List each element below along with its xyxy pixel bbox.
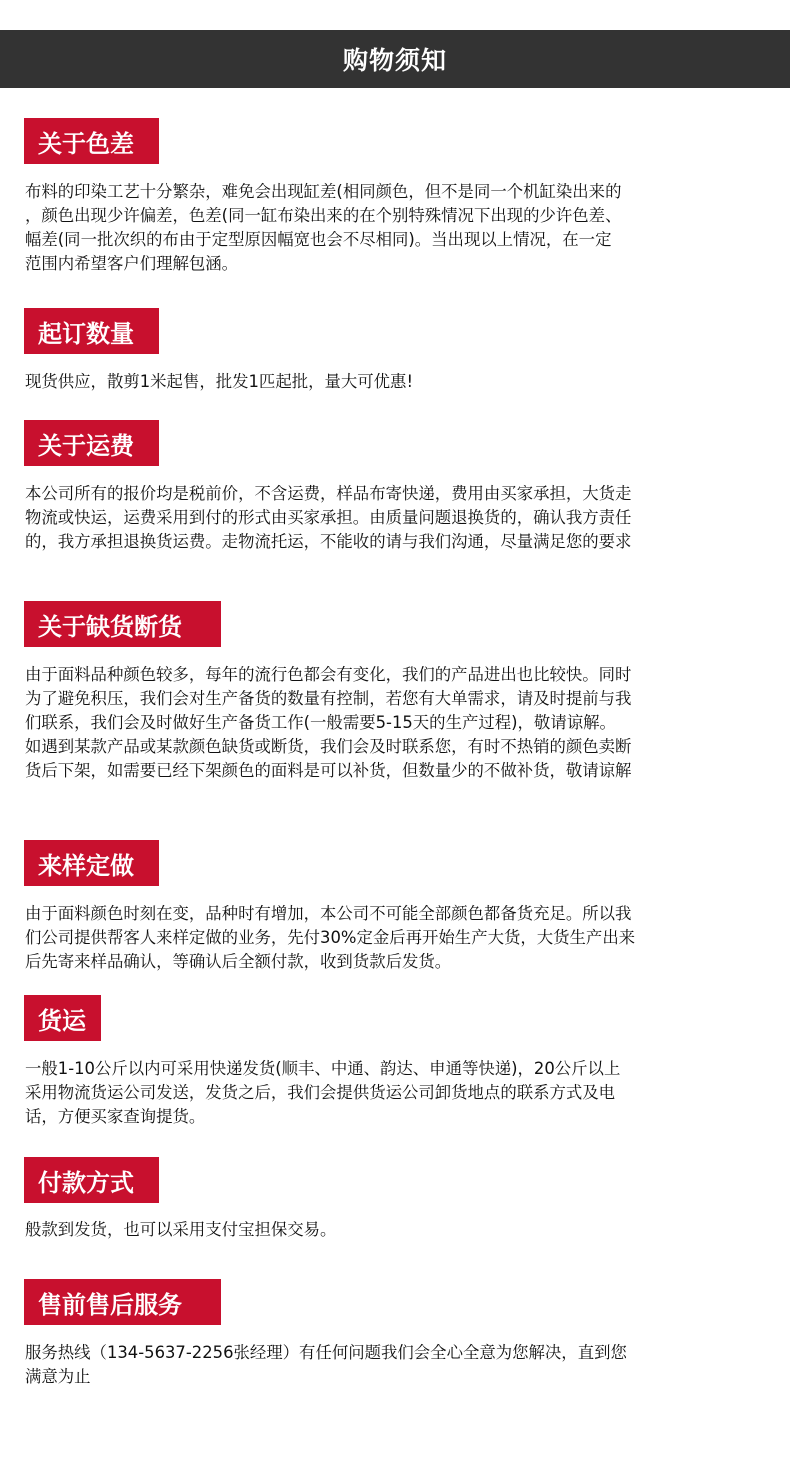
page-title: 购物须知: [342, 46, 447, 75]
text-line: 为了避免积压，我们会对生产备货的数量有控制，若您有大单需求，请及时提前与我: [25, 689, 632, 708]
text-line: 后先寄来样品确认，等确认后全额付款，收到货款后发货。: [25, 952, 452, 971]
text-line: 由于面料颜色时刻在变，品种时有增加，本公司不可能全部颜色都备货充足。所以我: [25, 904, 632, 923]
text-line: 由于面料品种颜色较多，每年的流行色都会有变化，我们的产品进出也比较快。同时: [25, 665, 632, 684]
section-text-service: [25, 1341, 770, 1389]
section-badge-freight: 货运: [24, 995, 101, 1041]
text-line: 服务热线（134-5637-2256张经理）有任何问题我们会全心全意为您解决，直到您: [25, 1343, 627, 1362]
text-line: 们公司提供帮客人来样定做的业务，先付30%定金后再开始生产大货，大货生产出来: [25, 928, 636, 947]
text-line: 货后下架，如需要已经下架颜色的面料是可以补货，但数量少的不做补货，敬请谅解: [25, 761, 632, 780]
section-text-freight: [25, 1057, 770, 1129]
section-text-custom-order: [25, 902, 770, 974]
section-badge-color-difference: 关于色差: [24, 118, 159, 164]
text-line: 一般1-10公斤以内可采用快递发货(顺丰、中通、韵达、申通等快递)，20公斤以上: [25, 1059, 621, 1078]
text-line: 如遇到某款产品或某款颜色缺货或断货，我们会及时联系您，有时不热销的颜色卖断: [25, 737, 632, 756]
text-line: ，颜色出现少许偏差，色差(同一缸布染出来的在个别特殊情况下出现的少许色差、: [25, 206, 622, 225]
text-line: 布料的印染工艺十分繁杂，难免会出现缸差(相同颜色，但不是同一个机缸染出来的: [25, 182, 622, 201]
text-line: 满意为止: [25, 1367, 91, 1386]
text-line: 本公司所有的报价均是税前价，不含运费，样品布寄快递，费用由买家承担，大货走: [25, 484, 632, 503]
section-badge-out-of-stock: 关于缺货断货: [24, 601, 221, 647]
text-line: 话，方便买家查询提货。: [25, 1107, 206, 1126]
section-badge-custom-order: 来样定做: [24, 840, 159, 886]
text-line: 范围内希望客户们理解包涵。: [25, 254, 239, 273]
section-text-shipping-fee: [25, 482, 770, 554]
text-line: 们联系，我们会及时做好生产备货工作(一般需要5-15天的生产过程)，敬请谅解。: [25, 713, 616, 732]
header-band: [0, 30, 790, 88]
text-line: 物流或快运，运费采用到付的形式由买家承担。由质量问题退换货的，确认我方责任: [25, 508, 632, 527]
section-badge-payment: 付款方式: [24, 1157, 159, 1203]
section-text-payment: [25, 1218, 770, 1242]
text-line: 现货供应，散剪1米起售，批发1匹起批，量大可优惠!: [25, 372, 414, 391]
text-line: 的，我方承担退换货运费。走物流托运，不能收的请与我们沟通，尽量满足您的要求: [25, 532, 632, 551]
section-badge-minimum-order: 起订数量: [24, 308, 159, 354]
section-text-color-difference: [25, 180, 770, 276]
text-line: 采用物流货运公司发送，发货之后，我们会提供货运公司卸货地点的联系方式及电: [25, 1083, 616, 1102]
section-text-minimum-order: [25, 370, 770, 394]
section-badge-shipping-fee: 关于运费: [24, 420, 159, 466]
section-badge-service: 售前售后服务: [24, 1279, 221, 1325]
section-text-out-of-stock: [25, 663, 770, 783]
text-line: 幅差(同一批次织的布由于定型原因幅宽也会不尽相同)。当出现以上情况，在一定: [25, 230, 612, 249]
text-line: 般款到发货，也可以采用支付宝担保交易。: [25, 1220, 337, 1239]
